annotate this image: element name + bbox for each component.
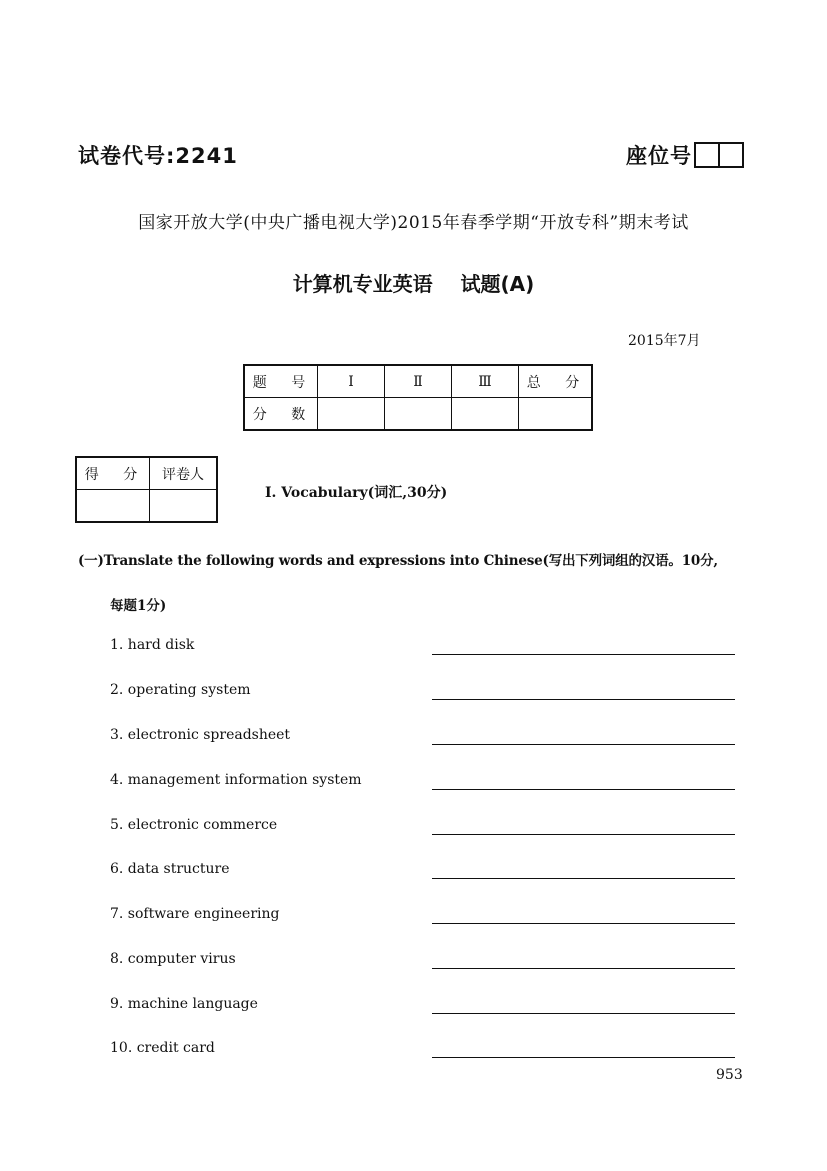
score-table-score-row [244, 398, 592, 431]
section-heading: Ⅰ. Vocabulary(词汇,30分) [265, 485, 448, 501]
score-table-header-cell: Ⅲ [452, 365, 519, 398]
subject-title: 计算机专业英语 试题(A) [292, 272, 535, 296]
score-table [243, 364, 593, 431]
score-table-header-cell: Ⅰ [318, 365, 385, 398]
seat-label: 座位号 [626, 144, 692, 168]
exam-title: 国家开放大学(中央广播电视大学)2015年春季学期“开放专科”期末考试 [138, 213, 689, 233]
instruction-line-2: 每题1分) [110, 598, 167, 614]
question-item: 10. credit card [110, 1040, 215, 1056]
answer-line[interactable] [432, 654, 735, 655]
page-number: 953 [716, 1067, 743, 1083]
grader-name-cell[interactable] [150, 490, 218, 523]
seat-number-box[interactable] [694, 142, 744, 168]
score-row-label: 分 数 [244, 398, 318, 431]
answer-line[interactable] [432, 744, 735, 745]
grader-table-entry-row [76, 490, 217, 523]
answer-line[interactable] [432, 1057, 735, 1058]
paper-code: 试卷代号:2241 [78, 144, 238, 168]
grader-table-header-row [76, 457, 217, 490]
score-table-header-cell: 总 分 [519, 365, 593, 398]
question-item: 6. data structure [110, 861, 230, 877]
question-item: 4. management information system [110, 772, 362, 788]
score-cell[interactable] [519, 398, 593, 431]
exam-date: 2015年7月 [628, 333, 701, 349]
score-table-header-cell: Ⅱ [385, 365, 452, 398]
answer-line[interactable] [432, 923, 735, 924]
grader-score-cell[interactable] [76, 490, 150, 523]
grader-table [75, 456, 218, 523]
answer-line[interactable] [432, 834, 735, 835]
score-cell[interactable] [385, 398, 452, 431]
question-item: 3. electronic spreadsheet [110, 727, 291, 743]
score-cell[interactable] [452, 398, 519, 431]
answer-line[interactable] [432, 1013, 735, 1014]
question-item: 9. machine language [110, 996, 258, 1012]
question-item: 8. computer virus [110, 951, 236, 967]
question-item: 7. software engineering [110, 906, 280, 922]
grader-score-label: 得 分 [76, 457, 150, 490]
score-table-header-row [244, 365, 592, 398]
seat-number [626, 140, 744, 170]
grader-name-label: 评卷人 [150, 457, 218, 490]
score-table-header-cell: 题 号 [244, 365, 318, 398]
question-item: 1. hard disk [110, 637, 195, 653]
question-item: 5. electronic commerce [110, 817, 278, 833]
question-item: 2. operating system [110, 682, 251, 698]
answer-line[interactable] [432, 789, 735, 790]
answer-line[interactable] [432, 699, 735, 700]
answer-line[interactable] [432, 878, 735, 879]
instruction-line-1: (一)Translate the following words and expressions into Chinese(写出下列词组的汉语。10分, [78, 553, 718, 569]
answer-line[interactable] [432, 968, 735, 969]
score-cell[interactable] [318, 398, 385, 431]
